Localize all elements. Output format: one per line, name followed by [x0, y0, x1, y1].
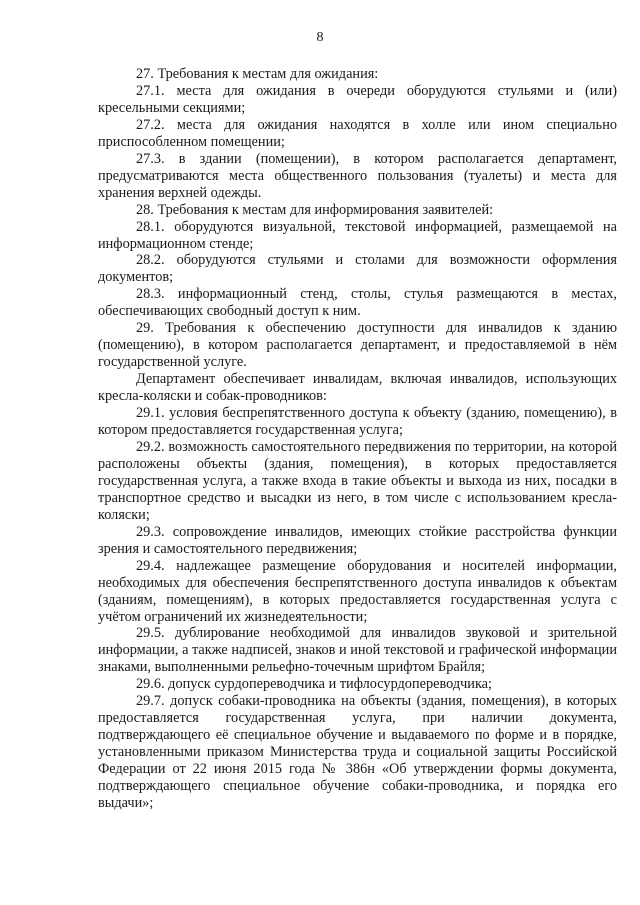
paragraph-29-6: 29.6. допуск сурдопереводчика и тифлосурдопереводчика; — [136, 676, 492, 693]
paragraph-29: 29. Требования к обеспечению доступности для инвалидов к зданию (помещению), в котором располагается департамент, и предоставляемой в нём государственной услуге. — [98, 320, 617, 371]
paragraph-27: 27. Требования к местам для ожидания: — [136, 66, 379, 82]
paragraph-27-3: 27.3. в здании (помещении), в котором располагается департамент, предусматриваются места общественного пользования (туалеты) и места для хранения верхней одежды. — [98, 150, 617, 201]
paragraph-29-1: 29.1. условия беспрепятственного доступа к объекту (зданию, помещению), в котором предоставляется государственная услуга; — [98, 405, 617, 439]
paragraph-29-2: 29.2. возможность самостоятельного передвижения по территории, на которой расположены объекты (здания, помещения), в которых предоставляется государственная услуга, а также входа в такие объекты и выхода из них, посадки в транспортное средство и высадки из него, в том числе с использованием кресла-коляски; — [98, 438, 617, 523]
paragraph-28-3: 28.3. информационный стенд, столы, стулья размещаются в местах, обеспечивающих свободный доступ к ним. — [98, 286, 617, 320]
paragraph-27-1: 27.1. места для ожидания в очереди оборудуются стульями и (или) кресельными секциями; — [98, 82, 617, 116]
paragraph-29-3: 29.3. сопровождение инвалидов, имеющих стойкие расстройства функции зрения и самостоятельного передвижения; — [98, 523, 617, 557]
paragraph-28-1: 28.1. оборудуются визуальной, текстовой информацией, размещаемой на информационном стенде; — [98, 218, 617, 252]
page-number: 8 — [316, 30, 324, 45]
paragraph-29-5: 29.5. дублирование необходимой для инвалидов звуковой и зрительной информации, а также надписей, знаков и иной текстовой и графической информации знаками, выполненными рельефно-точечным шрифтом Брайля; — [98, 625, 617, 676]
paragraph-29-7: 29.7. допуск собаки-проводника на объекты (здания, помещения), в которых предоставляется государственная услуга, при наличии документа, подтверждающего её специальное обучение и выдаваемого по форме и в порядке, установленными приказом Министерства труда и социальной защиты Российской Федерации от 22 июня 2015 года № 386н «Об утверждении формы документа, подтверждающего специальное обучение собаки-проводника, и порядка его выдачи»; — [98, 693, 617, 811]
paragraph-27-2: 27.2. места для ожидания находятся в холле или ином специально приспособленном помещении; — [98, 116, 617, 150]
document-body — [98, 66, 617, 812]
paragraph-28-2: 28.2. оборудуются стульями и столами для возможности оформления документов; — [98, 252, 617, 286]
paragraph-28: 28. Требования к местам для информирования заявителей: — [136, 201, 494, 218]
paragraph-29-4: 29.4. надлежащее размещение оборудования и носителей информации, необходимых для обеспечения беспрепятственного доступа инвалидов к объектам (зданиям, помещениям), в которых предоставляется государственная услуга с учётом ограничений их жизнедеятельности; — [98, 557, 617, 625]
paragraph-department-provides: Департамент обеспечивает инвалидам, включая инвалидов, использующих кресла-коляски и собак-проводников: — [98, 371, 617, 405]
